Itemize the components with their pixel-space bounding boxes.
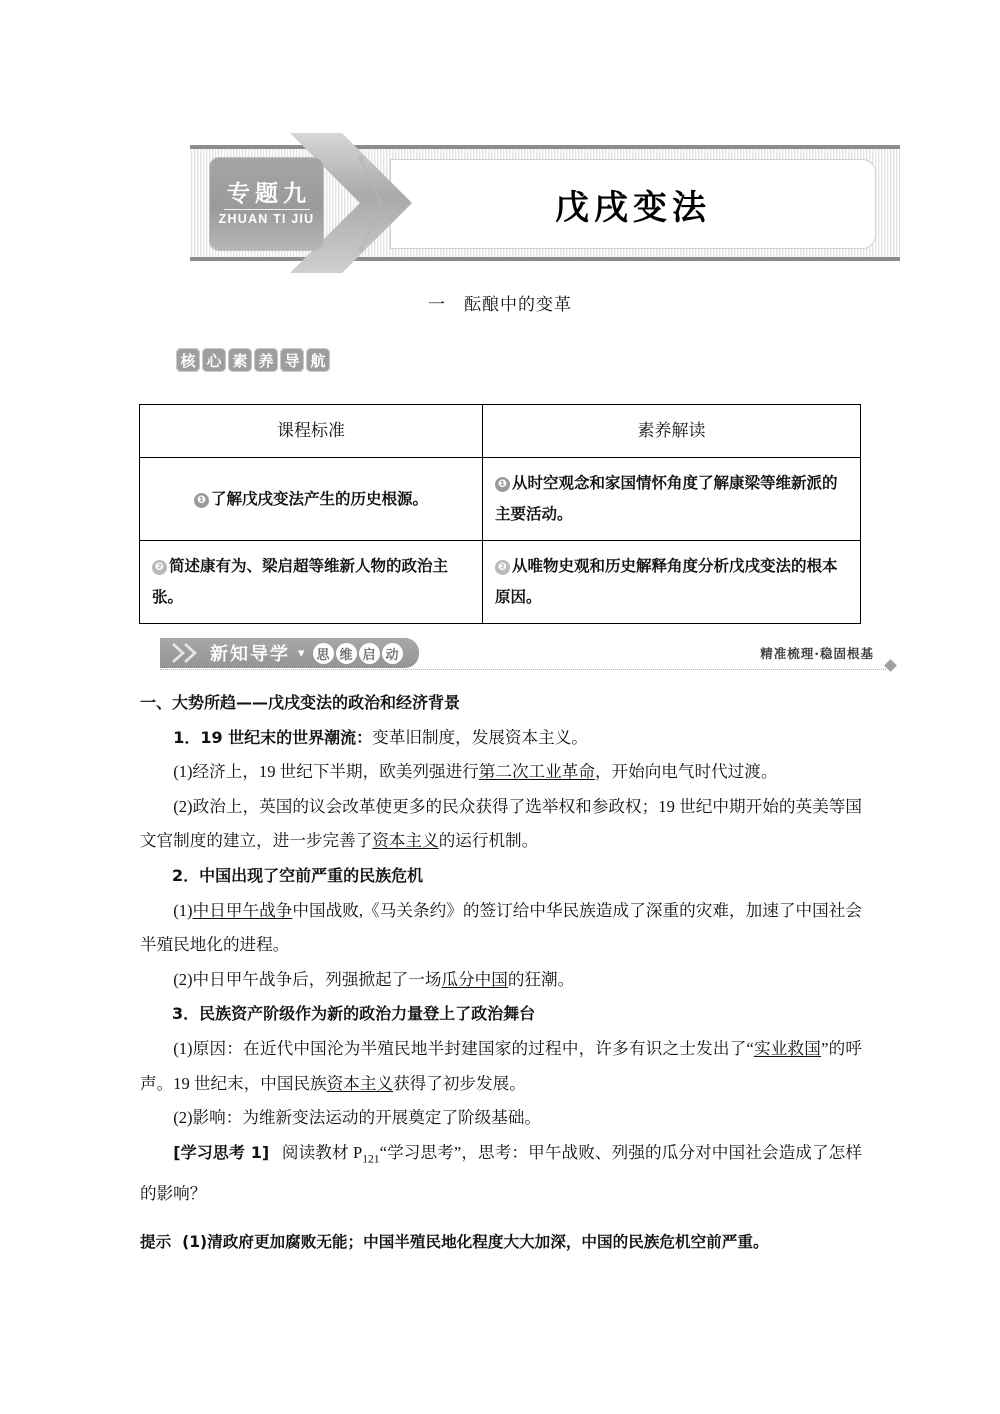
keyword-second-industrial-revolution: 第二次工业革命 <box>478 762 595 782</box>
paragraph-1-2-post: 的运行机制。 <box>438 831 539 851</box>
unit-plaque <box>210 158 323 250</box>
guide-dotted-rule <box>160 669 886 670</box>
list-number-badge: ❷ <box>152 560 167 575</box>
unit-number-cn: 专题九 <box>227 180 311 207</box>
item-1-text: 变革旧制度，发展资本主义。 <box>372 727 588 747</box>
study-thought-block <box>140 1136 862 1212</box>
body-content <box>140 686 862 1259</box>
guide-sub-char: 思 <box>313 643 334 664</box>
paragraph-1-1 <box>140 755 862 790</box>
page-title: 戊戌变法 <box>555 187 711 228</box>
guide-sub-char: 维 <box>336 643 357 664</box>
tip-block <box>140 1225 862 1259</box>
table-row <box>140 458 861 541</box>
unit-number-pinyin: ZHUAN TI JIU <box>218 212 315 227</box>
core-literacy-char: 心 <box>202 348 226 372</box>
paragraph-3-1-post: 获得了初步发展。 <box>393 1073 526 1093</box>
guide-separator-dot: ▾ <box>298 645 305 660</box>
guide-sub-char: 启 <box>359 643 380 664</box>
keyword-capitalism-1: 资本主义 <box>372 831 439 851</box>
cell-text: 了解戊戌变法产生的历史根源。 <box>210 489 428 508</box>
cell-text: 从时空观念和家国情怀角度了解康梁等维新派的主要活动。 <box>495 474 838 523</box>
paragraph-2-2 <box>140 963 862 998</box>
paragraph-1-2 <box>140 790 862 859</box>
keyword-partition-of-china: 瓜分中国 <box>441 969 508 989</box>
core-literacy-char: 养 <box>254 348 278 372</box>
paragraph-2-1 <box>140 894 862 963</box>
item-3-label: 3．民族资产阶级作为新的政治力量登上了政治舞台 <box>172 1004 536 1024</box>
study-thought-post: “学习思考”，思考：甲午战败、列强的瓜分对中国社会造成了怎样的影响？ <box>140 1142 862 1203</box>
core-literacy-char: 导 <box>280 348 304 372</box>
core-literacy-char: 核 <box>176 348 200 372</box>
core-literacy-badge <box>176 348 330 372</box>
paragraph-1-1-post: ，开始向电气时代过渡。 <box>594 762 778 782</box>
guide-sub-label <box>313 643 403 664</box>
guide-sub-char: 动 <box>382 643 403 664</box>
paragraph-3-1 <box>140 1032 862 1101</box>
study-thought-label: [学习思考 1] <box>173 1142 270 1162</box>
study-thought-pre: 阅读教材 P <box>281 1142 363 1162</box>
table-row <box>140 541 861 624</box>
list-number-badge: ❶ <box>194 493 209 508</box>
guide-main-label: 新知导学 <box>210 644 290 665</box>
standards-table <box>139 404 861 624</box>
item-1-label: 1．19 世纪末的世界潮流： <box>173 727 373 747</box>
table-header-row <box>140 405 861 458</box>
chapter-banner <box>190 133 900 273</box>
paragraph-3-2: (2)影响：为维新变法运动的开展奠定了阶级基础。 <box>173 1108 542 1128</box>
item-1 <box>140 721 862 756</box>
tip-label: 提示 <box>140 1233 172 1252</box>
lesson-title-text: 酝酿中的变革 <box>464 295 572 314</box>
paragraph-1-2-pre: (2)政治上，英国的议会改革使更多的民众获得了选举权和参政权；19 世纪中期开始的英美等国文官制度的建立，进一步完善了 <box>140 796 862 851</box>
cell-text: 简述康有为、梁启超等维新人物的政治主张。 <box>152 557 449 606</box>
core-literacy-char: 素 <box>228 348 252 372</box>
core-literacy-char: 航 <box>306 348 330 372</box>
keyword-industrial-salvation: 实业救国 <box>753 1038 822 1058</box>
textbook-page-number: 121 <box>362 1152 380 1166</box>
paragraph-1-1-pre: (1)经济上，19 世纪下半期，欧美列强进行 <box>173 762 479 782</box>
guide-plate <box>160 638 419 668</box>
keyword-sino-japanese-war: 中日甲午战争 <box>192 900 293 920</box>
plaque-divider <box>224 209 310 210</box>
double-chevron-icon <box>170 641 204 665</box>
guide-banner <box>160 638 900 672</box>
guide-tagline: 精准梳理·稳固根基 <box>760 646 874 661</box>
chevron-outline-icon <box>358 155 384 253</box>
keyword-capitalism-2: 资本主义 <box>326 1073 394 1093</box>
paragraph-2-1-pre: (1) <box>173 900 193 920</box>
column-header-curriculum: 课程标准 <box>140 405 483 458</box>
lesson-title <box>0 290 1000 315</box>
cell-literacy-1 <box>483 458 861 541</box>
paragraph-2-1-post: 中国战败,《马关条约》的签订给中华民族造成了深重的灾难，加速了中国社会半殖民地化的进程。 <box>140 900 862 955</box>
paragraph-3-1-mid: ”的呼声。19 世纪末，中国民族 <box>140 1038 862 1093</box>
lesson-number: 一 <box>428 295 446 314</box>
list-number-badge: ❶ <box>495 477 510 492</box>
list-number-badge: ❷ <box>495 560 510 575</box>
cell-literacy-2 <box>483 541 861 624</box>
tip-text: (1)清政府更加腐败无能；中国半殖民地化程度大大加深，中国的民族危机空前严重。 <box>182 1233 769 1252</box>
paragraph-2-2-post: 的狂潮。 <box>507 969 575 989</box>
cell-curriculum-2 <box>140 541 483 624</box>
banner-title-box <box>390 159 876 249</box>
paragraph-3-1-pre: (1)原因：在近代中国沦为半殖民地半封建国家的过程中，许多有识之士发出了“ <box>173 1038 754 1058</box>
paragraph-2-2-pre: (2)中日甲午战争后，列强掀起了一场 <box>173 969 442 989</box>
item-2-label: 2．中国出现了空前严重的民族危机 <box>172 865 424 885</box>
cell-curriculum-1 <box>140 458 483 541</box>
diamond-icon <box>884 659 897 672</box>
column-header-literacy: 素养解读 <box>483 405 861 458</box>
section-heading-1: 一、大势所趋——戊戌变法的政治和经济背景 <box>140 693 461 712</box>
cell-text: 从唯物史观和历史解释角度分析戊戌变法的根本原因。 <box>495 557 838 606</box>
